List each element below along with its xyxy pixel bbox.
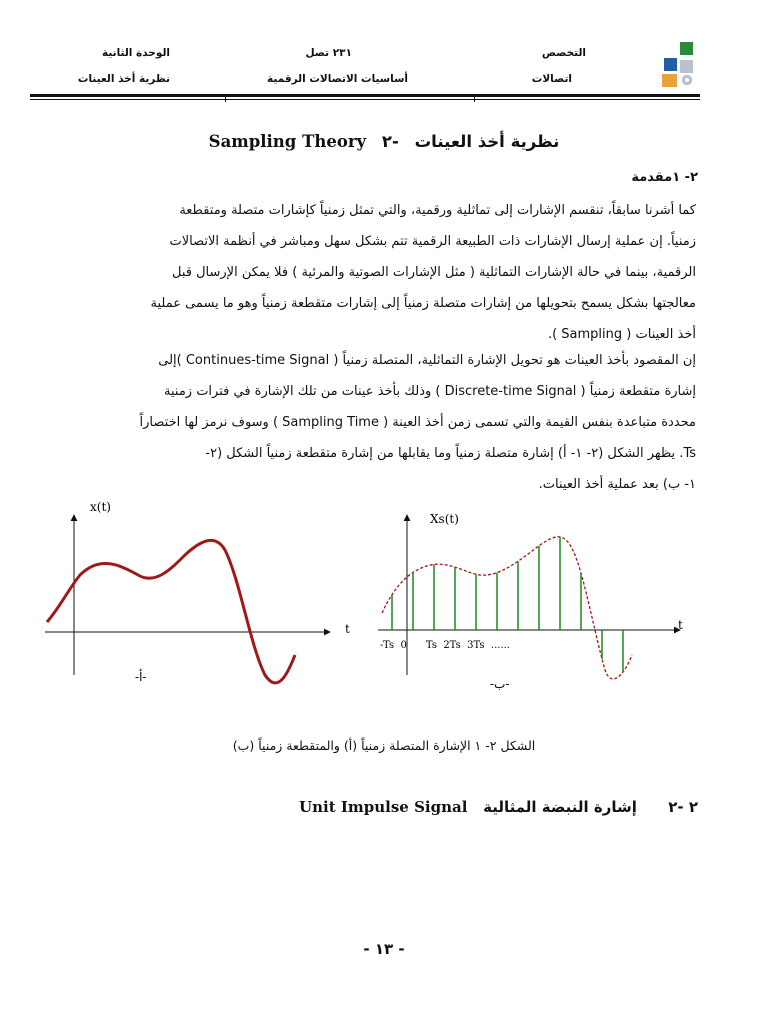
sampling-paragraph (36, 345, 696, 500)
header-course-code: ٢٣١ تصل (305, 47, 352, 59)
intro-paragraph (36, 195, 696, 350)
header-unit-name: نظرية أخذ العينات (77, 73, 170, 85)
right-y-label: Xs(t) (430, 512, 459, 526)
right-tick-labels: -Ts 0 Ts 2Ts 3Ts ...... (380, 640, 510, 651)
paragraph-line: ١- ب) بعد عملية أخذ العينات. (538, 477, 696, 492)
next-section-title-en: Unit Impulse Signal (299, 798, 468, 816)
paragraph-line: Ts. يظهر الشكل (٢- ١- أ) إشارة متصلة زمنياً وما يقابلها من إشارة متقطعة زمنياً الشكل (٢- (205, 446, 696, 461)
next-section-number: ٢ -٢ (668, 798, 698, 816)
section-number: -٢ (381, 132, 399, 151)
sampled-signal-plot (378, 512, 683, 691)
paragraph-line: محددة متباعدة بنفس القيمة والتي تسمى زمن أخذ العينة ( Sampling Time ) وسوف نرمز لها اختصاراً (139, 415, 696, 430)
paragraph-line: معالجتها بشكل يسمح بتحويلها من إشارات متصلة زمنياً إلى إشارات متقطعة زمنياً وهو ما يسمى عملية (150, 296, 696, 311)
figure-caption: الشكل ٢- ١ الإشارة المتصلة زمنياً (أ) والمتقطعة زمنياً (ب) (232, 738, 536, 753)
sample-lines (392, 537, 623, 672)
subsection-heading: ٢- ١مقدمة (631, 170, 698, 185)
paragraph-line: إشارة متقطعة زمنياً ( Discrete-time Signal ) وذلك بأخذ عينات من تلك الإشارة في فترات زمنية (164, 384, 696, 399)
page-number: - ١٣ - (363, 940, 405, 958)
paragraph-line: إن المقصود بأخذ العينات هو تحويل الإشارة التماثلية، المتصلة زمنياً ( Continues-time Signal )إلى (158, 353, 696, 368)
continuous-curve (47, 540, 295, 683)
right-x-label: t (678, 618, 683, 632)
left-y-label: x(t) (90, 500, 111, 514)
header-specialty-label: التخصص (541, 47, 586, 59)
next-section-heading (299, 798, 698, 816)
left-sub-label: -أ- (135, 670, 147, 684)
paragraph-line: أخذ العينات ( Sampling ). (547, 327, 696, 342)
section-title-ar: نظرية أخذ العينات (414, 132, 560, 151)
header-divider (474, 94, 475, 102)
section-title (0, 132, 768, 151)
header-divider (225, 94, 226, 102)
left-x-label: t (345, 622, 350, 636)
section-title-en: Sampling Theory (208, 132, 367, 151)
college-logo (640, 40, 700, 90)
next-section-title-ar: إشارة النبضة المثالية (483, 798, 637, 816)
paragraph-line: الرقمية، بينما في حالة الإشارات التماثلية ( مثل الإشارات الصوتية والمرئية ) فلا يمكن الإرسال قبل (171, 265, 696, 280)
continuous-signal-plot (45, 500, 350, 684)
right-sub-label: -ب- (490, 677, 510, 691)
header-course-name: أساسيات الاتصالات الرقمية (267, 73, 408, 85)
header-specialty-value: اتصالات (531, 73, 572, 85)
paragraph-line: زمنياً. إن عملية إرسال الإشارات ذات الطبيعة الرقمية تتم بشكل سهل ومباشر في أنظمة الاتصالات (169, 234, 696, 249)
header-rule (30, 94, 700, 97)
header-unit-label: الوحدة الثانية (102, 47, 170, 59)
sampling-figure (20, 495, 720, 720)
paragraph-line: كما أشرنا سابقاً، تنقسم الإشارات إلى تماثلية ورقمية، والتي تمثل زمنياً كإشارات متصلة ومتقطعة (179, 203, 696, 218)
sampled-envelope (382, 537, 632, 679)
header-rule-thin (30, 99, 700, 100)
